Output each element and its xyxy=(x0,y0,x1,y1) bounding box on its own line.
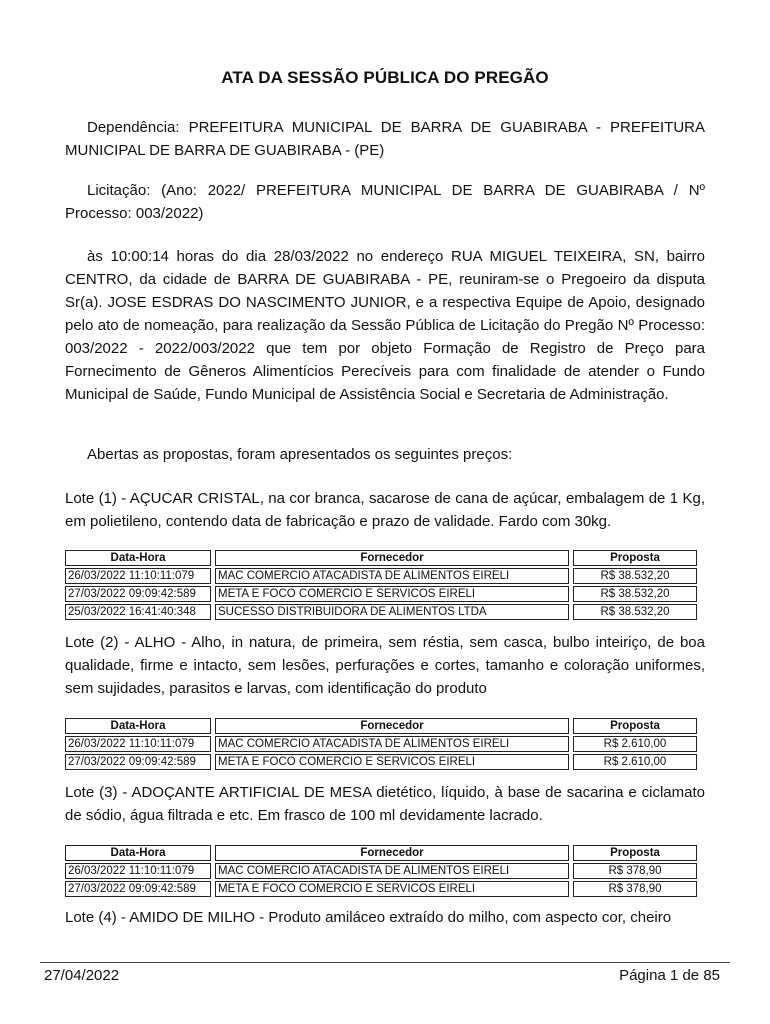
propostas-intro: Abertas as propostas, foram apresentados os seguintes preços: xyxy=(87,446,513,463)
bid-proposta: R$ 378,90 xyxy=(573,863,697,879)
bid-proposta: R$ 378,90 xyxy=(573,881,697,897)
header-fornecedor: Fornecedor xyxy=(215,550,569,566)
table-row xyxy=(65,881,697,897)
bid-datahora: 26/03/2022 11:10:11:079 xyxy=(65,736,211,752)
bid-datahora: 25/03/2022 16:41:40:348 xyxy=(65,604,211,620)
table-row xyxy=(65,754,697,770)
bid-fornecedor: META E FOCO COMERCIO E SERVICOS EIRELI xyxy=(215,881,569,897)
header-datahora: Data-Hora xyxy=(65,718,211,734)
lote-2-description: Lote (2) - ALHO - Alho, in natura, de primeira, sem réstia, sem casca, bulbo inteiriço, de boa qualidade, firme e intacto, sem lesões, perfurações e cortes, tamanho e coloração uniformes, sem sujidades, parasitos e larvas, com identificação do produto xyxy=(65,634,705,697)
bid-proposta: R$ 38.532,20 xyxy=(573,586,697,602)
table-header-row xyxy=(65,718,697,734)
table-row xyxy=(65,586,697,602)
header-proposta: Proposta xyxy=(573,550,697,566)
bid-proposta: R$ 38.532,20 xyxy=(573,568,697,584)
bid-fornecedor: MAC COMERCIO ATACADISTA DE ALIMENTOS EIRELI xyxy=(215,863,569,879)
document-title: ATA DA SESSÃO PÚBLICA DO PREGÃO xyxy=(221,68,549,87)
table-header-row xyxy=(65,845,697,861)
bid-datahora: 26/03/2022 11:10:11:079 xyxy=(65,863,211,879)
licitacao-paragraph: Licitação: (Ano: 2022/ PREFEITURA MUNICIPAL DE BARRA DE GUABIRABA / Nº Processo: 003/2022) xyxy=(65,182,705,222)
table-row xyxy=(65,568,697,584)
lote-1-description: Lote (1) - AÇUCAR CRISTAL, na cor branca, sacarose de cana de açúcar, embalagem de 1 Kg, em polietileno, contendo data de fabricação e prazo de validade. Fardo com 30kg. xyxy=(65,490,705,530)
bid-fornecedor: SUCESSO DISTRIBUIDORA DE ALIMENTOS LTDA xyxy=(215,604,569,620)
bid-fornecedor: MAC COMERCIO ATACADISTA DE ALIMENTOS EIRELI xyxy=(215,568,569,584)
lote-1-bids-table xyxy=(61,548,701,622)
lote-2-bids-table xyxy=(61,716,701,772)
footer-date: 27/04/2022 xyxy=(44,967,120,984)
bid-datahora: 27/03/2022 09:09:42:589 xyxy=(65,586,211,602)
bid-fornecedor: MAC COMERCIO ATACADISTA DE ALIMENTOS EIRELI xyxy=(215,736,569,752)
header-fornecedor: Fornecedor xyxy=(215,718,569,734)
lote-4-description: Lote (4) - AMIDO DE MILHO - Produto amiláceo extraído do milho, com aspecto cor, cheiro xyxy=(65,909,672,926)
header-proposta: Proposta xyxy=(573,718,697,734)
abertura-paragraph: às 10:00:14 horas do dia 28/03/2022 no endereço RUA MIGUEL TEIXEIRA, SN, bairro CENTRO, da cidade de BARRA DE GUABIRABA - PE, reuniram-se o Pregoeiro da disputa Sr(a). JOSE ESDRAS DO NASCIMENTO JUNIOR, e a respectiva Equipe de Apoio, designado pelo ato de nomeação, para realização da Sessão Pública de Licitação do Pregão Nº Processo: 003/2022 - 2022/003/2022 que tem por objeto Formação de Registro de Preço para Fornecimento de Gêneros Alimentícios Perecíveis para com finalidade de atender o Fundo Municipal de Saúde, Fundo Municipal de Assistência Social e Secretaria de Administração. xyxy=(65,248,705,403)
header-datahora: Data-Hora xyxy=(65,550,211,566)
footer-page-number: Página 1 de 85 xyxy=(619,967,720,984)
bid-fornecedor: META E FOCO COMERCIO E SERVICOS EIRELI xyxy=(215,586,569,602)
bid-datahora: 27/03/2022 09:09:42:589 xyxy=(65,881,211,897)
bid-proposta: R$ 2.610,00 xyxy=(573,754,697,770)
table-row xyxy=(65,863,697,879)
bid-proposta: R$ 2.610,00 xyxy=(573,736,697,752)
table-row xyxy=(65,736,697,752)
table-header-row xyxy=(65,550,697,566)
header-datahora: Data-Hora xyxy=(65,845,211,861)
bid-datahora: 26/03/2022 11:10:11:079 xyxy=(65,568,211,584)
header-fornecedor: Fornecedor xyxy=(215,845,569,861)
dependencia-paragraph: Dependência: PREFEITURA MUNICIPAL DE BARRA DE GUABIRABA - PREFEITURA MUNICIPAL DE BARRA DE GUABIRABA - (PE) xyxy=(65,119,705,159)
bid-proposta: R$ 38.532,20 xyxy=(573,604,697,620)
lote-3-bids-table xyxy=(61,843,701,899)
footer-divider xyxy=(40,962,730,963)
lote-3-description: Lote (3) - ADOÇANTE ARTIFICIAL DE MESA dietético, líquido, à base de sacarina e ciclamato de sódio, água filtrada e etc. Em frasco de 100 ml devidamente lacrado. xyxy=(65,784,705,824)
table-row xyxy=(65,604,697,620)
header-proposta: Proposta xyxy=(573,845,697,861)
bid-fornecedor: META E FOCO COMERCIO E SERVICOS EIRELI xyxy=(215,754,569,770)
bid-datahora: 27/03/2022 09:09:42:589 xyxy=(65,754,211,770)
